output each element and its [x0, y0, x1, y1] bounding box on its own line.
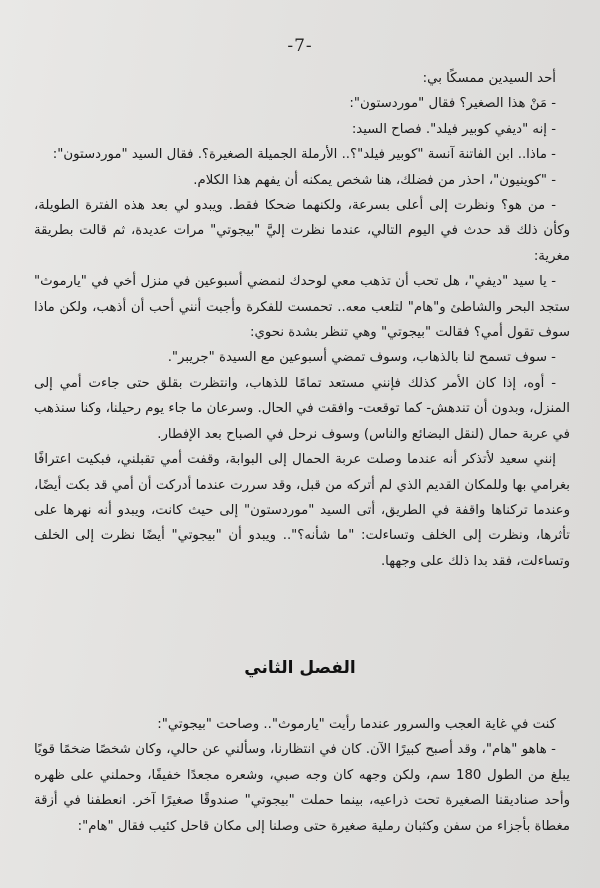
paragraph: أحد السيدين ممسكًا بي:: [422, 71, 556, 86]
text-block-before-chapter: [34, 66, 570, 574]
paragraph: - سوف تسمح لنا بالذهاب، وسوف تمضي أسبوعين مع السيدة "جريبر".: [167, 350, 556, 366]
paragraph: - أوه، إذا كان الأمر كذلك فإنني مستعد تمامًا للذهاب، وانتظرت بقلق حتى جاءت أمي إلى المنزل، وبدون أن تندهش- كما توقعت- وافقت في الحال. وسرعان ما جاء يوم رحيلنا، وكنا سنذهب في عربة حمال (لنقل البضائع والناس) وسوف نرحل في الصباح بعد الإفطار.: [34, 375, 570, 442]
paragraph: - إنه "ديفي كوبير فيلد". فصاح السيد:: [351, 121, 556, 137]
paragraph: إنني سعيد لأتذكر أنه عندما وصلت عربة الحمال إلى البوابة، وقفت أمي تقبلني، فبكيت اعترافًا بغرامي بها وللمكان القديم الذي لم أتركه من قبل، وقد سررت عندما أدركت أن أمي قد بكت أيضًا، وعندما تركناها واقفة في الطريق، أتى السيد "موردستون" إلى حيث كانت، ويبدو أنه نهرها على تأثرها، ونظرت إلى الخلف وتساءلت: "ما شأنه؟".. ويبدو أن "بيجوتي" أيضًا نظرت إلى الخلف وتساءلت، فقد بدا ذلك على وجهها.: [34, 452, 570, 569]
paragraph: - يا سيد "ديفي"، هل تحب أن تذهب معي لوحدك لنمضي أسبوعين في منزل أخي في "يارموث" ستجد البحر والشاطئ و"هام" لتلعب معه.. تحمست للفكرة وأجبت أنني أحب أن أذهب، ولكن ماذا سوف تقول أمي؟ فقالت "بيجوتي" وهي تنظر بشدة نحوي:: [34, 274, 570, 341]
chapter-heading: الفصل الثاني: [244, 658, 356, 678]
paragraph: كنت في غاية العجب والسرور عندما رأيت "يارموث".. وصاحت "بيجوتي":: [157, 717, 556, 732]
paragraph: - من هو؟ ونظرت إلى أعلى بسرعة، ولكنهما ضحكا فقط. ويبدو لي بعد هذه الفترة الطويلة، وكأن ذلك قد حدث في اليوم التالي، عندما نظرت إليَّ "بيجوتي" مرات عديدة، ثم قالت بطريقة مغرية:: [34, 198, 570, 264]
paragraph: - ماذا.. ابن الفاتنة آنسة "كوبير فيلد"؟.. الأرملة الجميلة الصغيرة؟. فقال السيد "موردستون":: [52, 147, 556, 163]
paragraph: - هاهو "هام"، وقد أصبح كبيرًا الآن. كان في انتظارنا، وسألني عن حالي، وكان شخصًا ضخمًا قويًا يبلغ من الطول 180 سم، ولكن وجهه كان وجه صبي، وشعره مجعدًا خفيفًا، وحملني على ظهره وأحد صناديقنا الصغيرة تحت ذراعيه، بينما حملت "بيجوتي" صندوقًا صغيرًا آخر. انعطفنا في أزقة مغطاة بأجزاء من سفن وكثبان رملية صغيرة حتى وصلنا إلى مكان قاحل كئيب فقال "هام":: [34, 742, 570, 834]
page-number: -7-: [287, 36, 313, 56]
text-block-after-chapter: [34, 712, 570, 839]
paragraph: - مَنْ هذا الصغير؟ فقال "موردستون":: [349, 96, 556, 112]
paragraph: - "كوينيون"، احذر من فضلك، هنا شخص يمكنه أن يفهم هذا الكلام.: [193, 172, 556, 188]
